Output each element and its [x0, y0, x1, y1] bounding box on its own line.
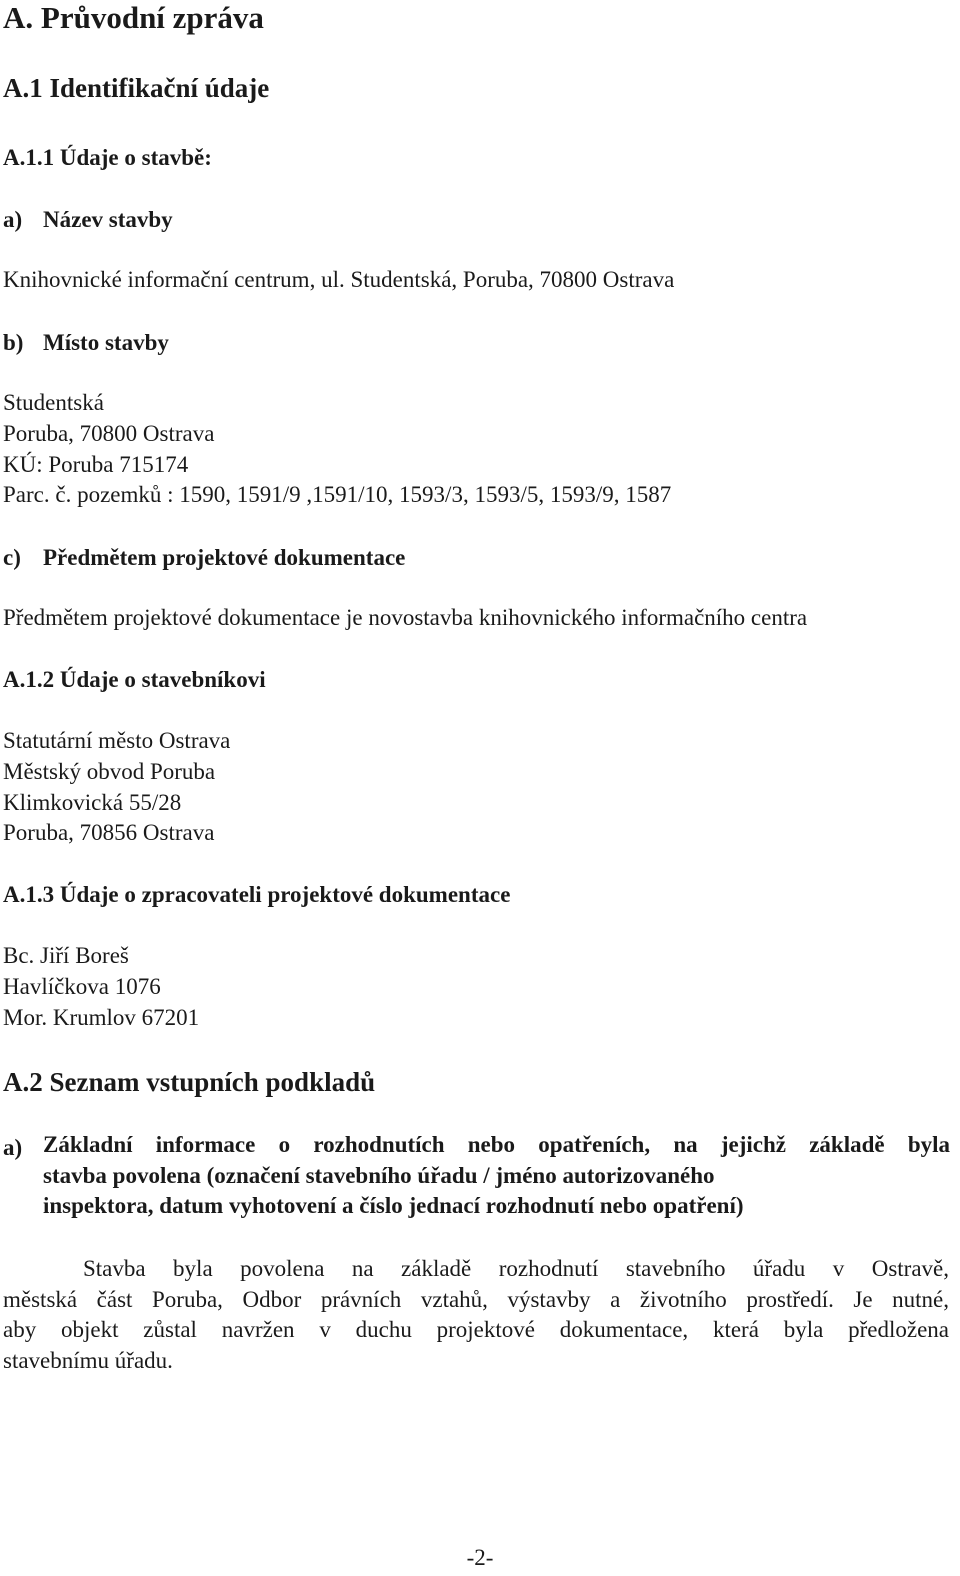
address-line: Studentská: [3, 390, 104, 415]
parcel-numbers: Parc. č. pozemků : 1590, 1591/9 ,1591/10, 1593/3, 1593/5, 1593/9, 1587: [3, 482, 672, 507]
client-line: Statutární město Ostrava: [3, 728, 231, 753]
page-number: -2-: [466, 1545, 494, 1570]
designer-line: Bc. Jiří Boreš: [3, 943, 129, 968]
designer-line: Havlíčkova 1076: [3, 974, 161, 999]
heading-a11: A.1.1 Údaje o stavbě:: [3, 145, 212, 170]
item-a-title: Název stavby: [43, 207, 173, 232]
heading-line: stavba povolena (označení stavebního úřadu / jméno autorizovaného: [43, 1162, 715, 1188]
designer-line: Mor. Krumlov 67201: [3, 1005, 200, 1030]
client-line: Poruba, 70856 Ostrava: [3, 820, 215, 845]
item-c-text: Předmětem projektové dokumentace je novostavba knihovnického informačního centra: [3, 605, 808, 630]
address-line: KÚ: Poruba 715174: [3, 452, 189, 477]
item-b-label: b): [3, 330, 24, 355]
heading-a2: A.2 Seznam vstupních podkladů: [3, 1067, 376, 1097]
paragraph-line: aby objekt zůstal navržen v duchu projektové dokumentace, která byla předložena: [3, 1317, 949, 1343]
client-line: Městský obvod Poruba: [3, 759, 216, 784]
item-a2-label: a): [3, 1135, 23, 1160]
heading-line: inspektora, datum vyhotovení a číslo jednací rozhodnutí nebo opatření): [43, 1193, 744, 1219]
paragraph-line: stavebnímu úřadu.: [3, 1348, 173, 1374]
item-b-title: Místo stavby: [43, 330, 169, 355]
heading-a1: A.1 Identifikační údaje: [3, 73, 270, 103]
item-c-title: Předmětem projektové dokumentace: [43, 545, 406, 570]
client-line: Klimkovická 55/28: [3, 790, 182, 815]
item-a2-heading: [43, 1130, 950, 1222]
heading-a12: A.1.2 Údaje o stavebníkovi: [3, 667, 266, 692]
address-line: Poruba, 70800 Ostrava: [3, 421, 215, 446]
paragraph-line: městská část Poruba, Odbor právních vztahů, výstavby a životního prostředí. Je nutné,: [3, 1286, 949, 1312]
heading-line: Základní informace o rozhodnutích nebo opatřeních, na jejichž základě byla: [43, 1132, 950, 1157]
section-title: A. Průvodní zpráva: [3, 0, 264, 35]
heading-a13: A.1.3 Údaje o zpracovateli projektové dokumentace: [3, 882, 511, 907]
permit-paragraph: [3, 1254, 949, 1377]
item-a-text: Knihovnické informační centrum, ul. Studentská, Poruba, 70800 Ostrava: [3, 267, 675, 292]
paragraph-line: Stavba byla povolena na základě rozhodnutí stavebního úřadu v Ostravě,: [83, 1256, 949, 1281]
item-c-label: c): [3, 545, 21, 570]
item-a-label: a): [3, 207, 23, 232]
